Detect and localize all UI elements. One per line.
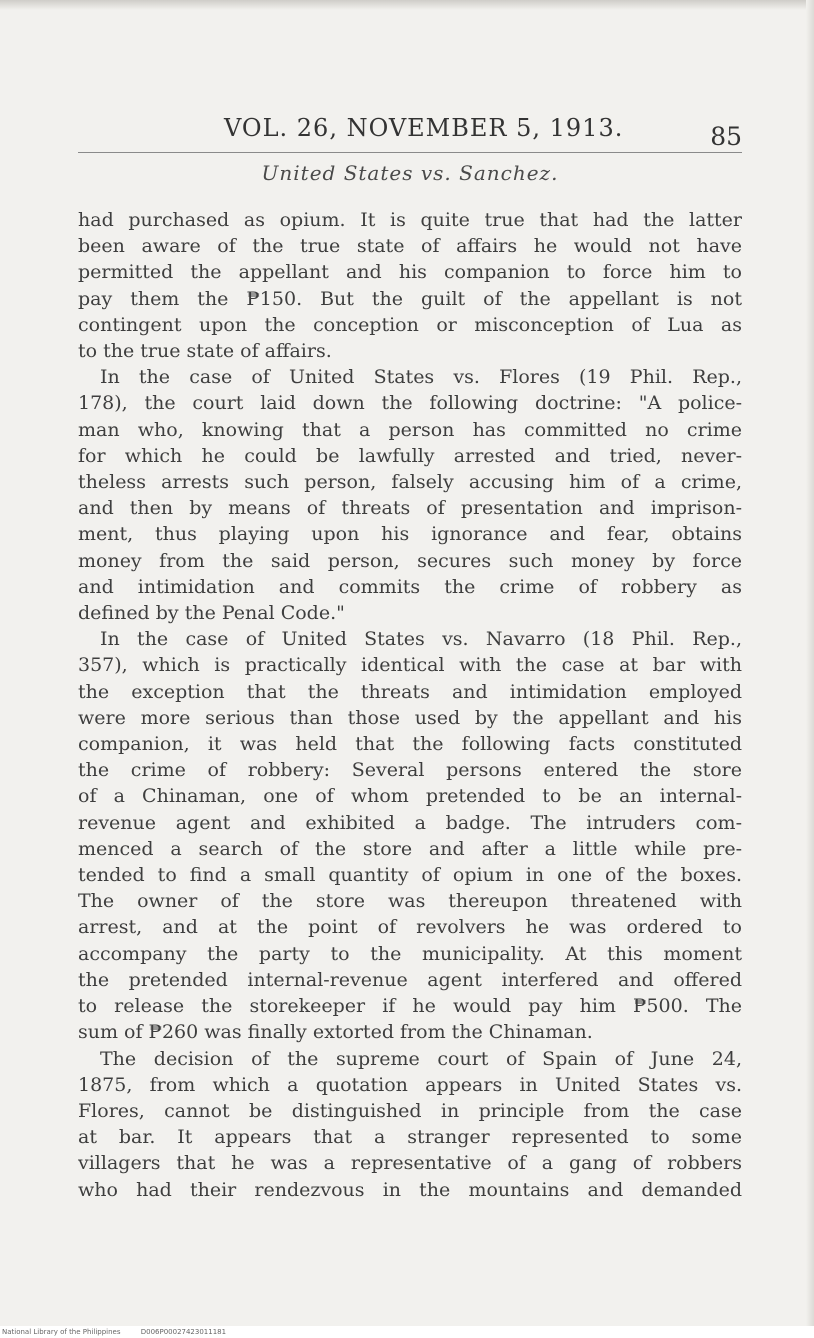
text-line: In the case of United States vs. Navarro (18 Phil. Rep., <box>100 628 742 651</box>
scan-right-edge <box>806 0 814 1338</box>
text-line: contingent upon the conception or misconception of Lua as <box>78 313 742 336</box>
text-line: and intimidation and commits the crime of robbery as <box>78 575 742 598</box>
text-line: the exception that the threats and intimidation employed <box>78 680 742 703</box>
text-line: accompany the party to the municipality. At this moment <box>78 942 742 965</box>
text-line: arrest, and at the point of revolvers he was ordered to <box>78 916 742 939</box>
body-text <box>78 207 742 1203</box>
scan-top-edge <box>0 0 814 10</box>
text-line: for which he could be lawfully arrested and tried, never- <box>78 444 742 467</box>
text-line: the pretended internal-revenue agent interfered and offered <box>78 968 742 991</box>
text-line: 1875, from which a quotation appears in United States vs. <box>78 1073 742 1096</box>
page-number: 85 <box>710 122 742 151</box>
text-line: 178), the court laid down the following doctrine: "A police- <box>78 392 742 415</box>
text-line: at bar. It appears that a stranger represented to some <box>78 1126 742 1149</box>
paragraph-2 <box>78 364 742 626</box>
text-line: permitted the appellant and his companion to force him to <box>78 261 742 284</box>
text-line: The owner of the store was thereupon threatened with <box>78 890 742 913</box>
text-line: In the case of United States vs. Flores (19 Phil. Rep., <box>100 366 742 389</box>
volume-header: VOL. 26, NOVEMBER 5, 1913. <box>224 114 624 142</box>
text-line: menced a search of the store and after a little while pre- <box>78 837 742 860</box>
text-line: 357), which is practically identical with the case at bar with <box>78 654 742 677</box>
paragraph-1 <box>78 207 742 364</box>
text-line: The decision of the supreme court of Spain of June 24, <box>100 1047 742 1070</box>
text-line: defined by the Penal Code." <box>78 602 345 625</box>
text-line: ment, thus playing upon his ignorance and fear, obtains <box>78 523 742 546</box>
scan-footer <box>0 1326 814 1338</box>
text-line: to release the storekeeper if he would pay him ₱500. The <box>78 995 742 1018</box>
text-line: sum of ₱260 was finally extorted from the Chinaman. <box>78 1021 593 1044</box>
library-credit: National Library of the Philippines <box>2 1328 121 1336</box>
text-line: companion, it was held that the following facts constituted <box>78 733 742 756</box>
text-line: man who, knowing that a person has committed no crime <box>78 418 742 441</box>
text-line: Flores, cannot be distinguished in principle from the case <box>78 1099 742 1122</box>
text-line: tended to find a small quantity of opium in one of the boxes. <box>78 864 742 887</box>
page-header <box>78 108 742 152</box>
text-line: money from the said person, secures such money by force <box>78 549 742 572</box>
header-rule <box>78 152 742 153</box>
scan-identifier: D006P00027423011181 <box>140 1328 227 1336</box>
text-line: to the true state of affairs. <box>78 340 332 363</box>
text-line: villagers that he was a representative of a gang of robbers <box>78 1152 742 1175</box>
text-line: pay them the ₱150. But the guilt of the appellant is not <box>78 287 742 310</box>
text-line: who had their rendezvous in the mountains and demanded <box>78 1178 742 1201</box>
paragraph-3 <box>78 626 742 1045</box>
document-page <box>78 108 742 1203</box>
text-line: revenue agent and exhibited a badge. The intruders com- <box>78 811 742 834</box>
text-line: had purchased as opium. It is quite true that had the latter <box>78 209 742 231</box>
text-line: theless arrests such person, falsely accusing him of a crime, <box>78 471 742 494</box>
paragraph-4 <box>78 1046 742 1203</box>
text-line: and then by means of threats of presentation and imprison- <box>78 497 742 520</box>
text-line: were more serious than those used by the appellant and his <box>78 706 742 729</box>
text-line: of a Chinaman, one of whom pretended to be an internal- <box>78 785 742 808</box>
text-line: been aware of the true state of affairs he would not have <box>78 235 742 258</box>
text-line: the crime of robbery: Several persons entered the store <box>78 759 742 782</box>
case-running-head: United States vs. Sanchez. <box>261 161 559 185</box>
